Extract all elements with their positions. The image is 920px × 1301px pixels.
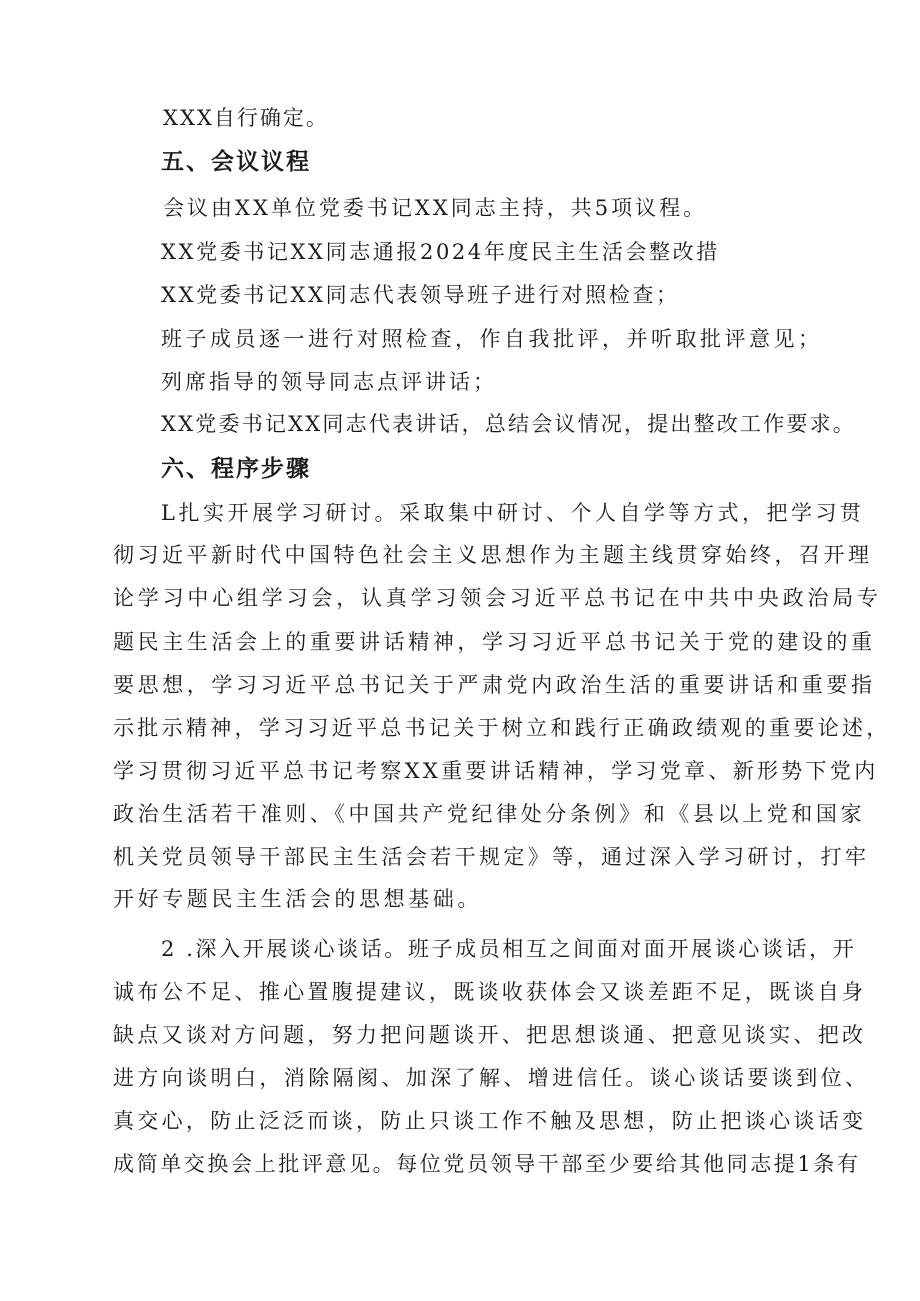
paragraph-line: 2 .深入开展谈心谈话。班子成员相互之间面对面开展谈心谈话，开 xyxy=(161,937,857,961)
paragraph-line: 论学习中心组学习会，认真学习领会习近平总书记在中共中央政治局专 xyxy=(113,586,882,610)
agenda-line: XX党委书记XX同志通报2024年度民主生活会整改措 xyxy=(161,240,720,264)
paragraph-line: 机关党员领导干部民主生活会若干规定》等，通过深入学习研讨，打牢 xyxy=(113,845,870,869)
paragraph-line: 诚布公不足、推心置腹提建议，既谈收获体会又谈差距不足，既谈自身 xyxy=(113,980,867,1004)
agenda-line: 会议由XX单位党委书记XX同志主持，共5项议程。 xyxy=(163,196,708,220)
agenda-line: XX党委书记XX同志代表讲话，总结会议情况，提出整改工作要求。 xyxy=(161,412,856,436)
paragraph-line: 彻习近平新时代中国特色社会主义思想作为主题主线贯穿始终，召开理 xyxy=(113,543,873,567)
paragraph-line: 政治生活若干准则、《中国共产党纪律处分条例》和《县以上党和国家 xyxy=(113,802,866,826)
paragraph-line: 题民主生活会上的重要讲话精神，学习习近平总书记关于党的建设的重 xyxy=(113,630,876,654)
agenda-line: 列席指导的领导同志点评讲话； xyxy=(161,370,497,394)
paragraph-line: 成简单交换会上批评意见。每位党员领导干部至少要给其他同志提1条有 xyxy=(113,1152,861,1176)
paragraph-line: 真交心，防止泛泛而谈，防止只谈工作不触及思想，防止把谈心谈话变 xyxy=(113,1109,867,1133)
section6-heading: 六、程序步骤 xyxy=(161,456,311,482)
intro-line: XXX自行确定。 xyxy=(163,106,329,130)
paragraph-line: L扎实开展学习研讨。采取集中研讨、个人自学等方式，把学习贯 xyxy=(161,501,865,525)
paragraph-line: 进方向谈明白，消除隔阂、加深了解、增进信任。谈心谈话要谈到位、 xyxy=(113,1066,870,1090)
agenda-line: 班子成员逐一进行对照检查，作自我批评，并听取批评意见； xyxy=(161,327,823,351)
paragraph-line: 示批示精神，学习习近平总书记关于树立和践行正确政绩观的重要论述， xyxy=(113,716,891,740)
paragraph-line: 开好专题民主生活会的思想基础。 xyxy=(113,887,482,911)
agenda-line: XX党委书记XX同志代表领导班子进行对照检查； xyxy=(161,283,680,307)
paragraph-line: 学习贯彻习近平总书记考察XX重要讲话精神，学习党章、新形势下党内 xyxy=(113,759,879,783)
paragraph-line: 要思想，学习习近平总书记关于严肃党内政治生活的重要讲话和重要指 xyxy=(113,673,876,697)
paragraph-line: 缺点又谈对方问题，努力把问题谈开、把思想谈通、把意见谈实、把改 xyxy=(113,1023,867,1047)
section5-heading: 五、会议议程 xyxy=(161,149,311,175)
